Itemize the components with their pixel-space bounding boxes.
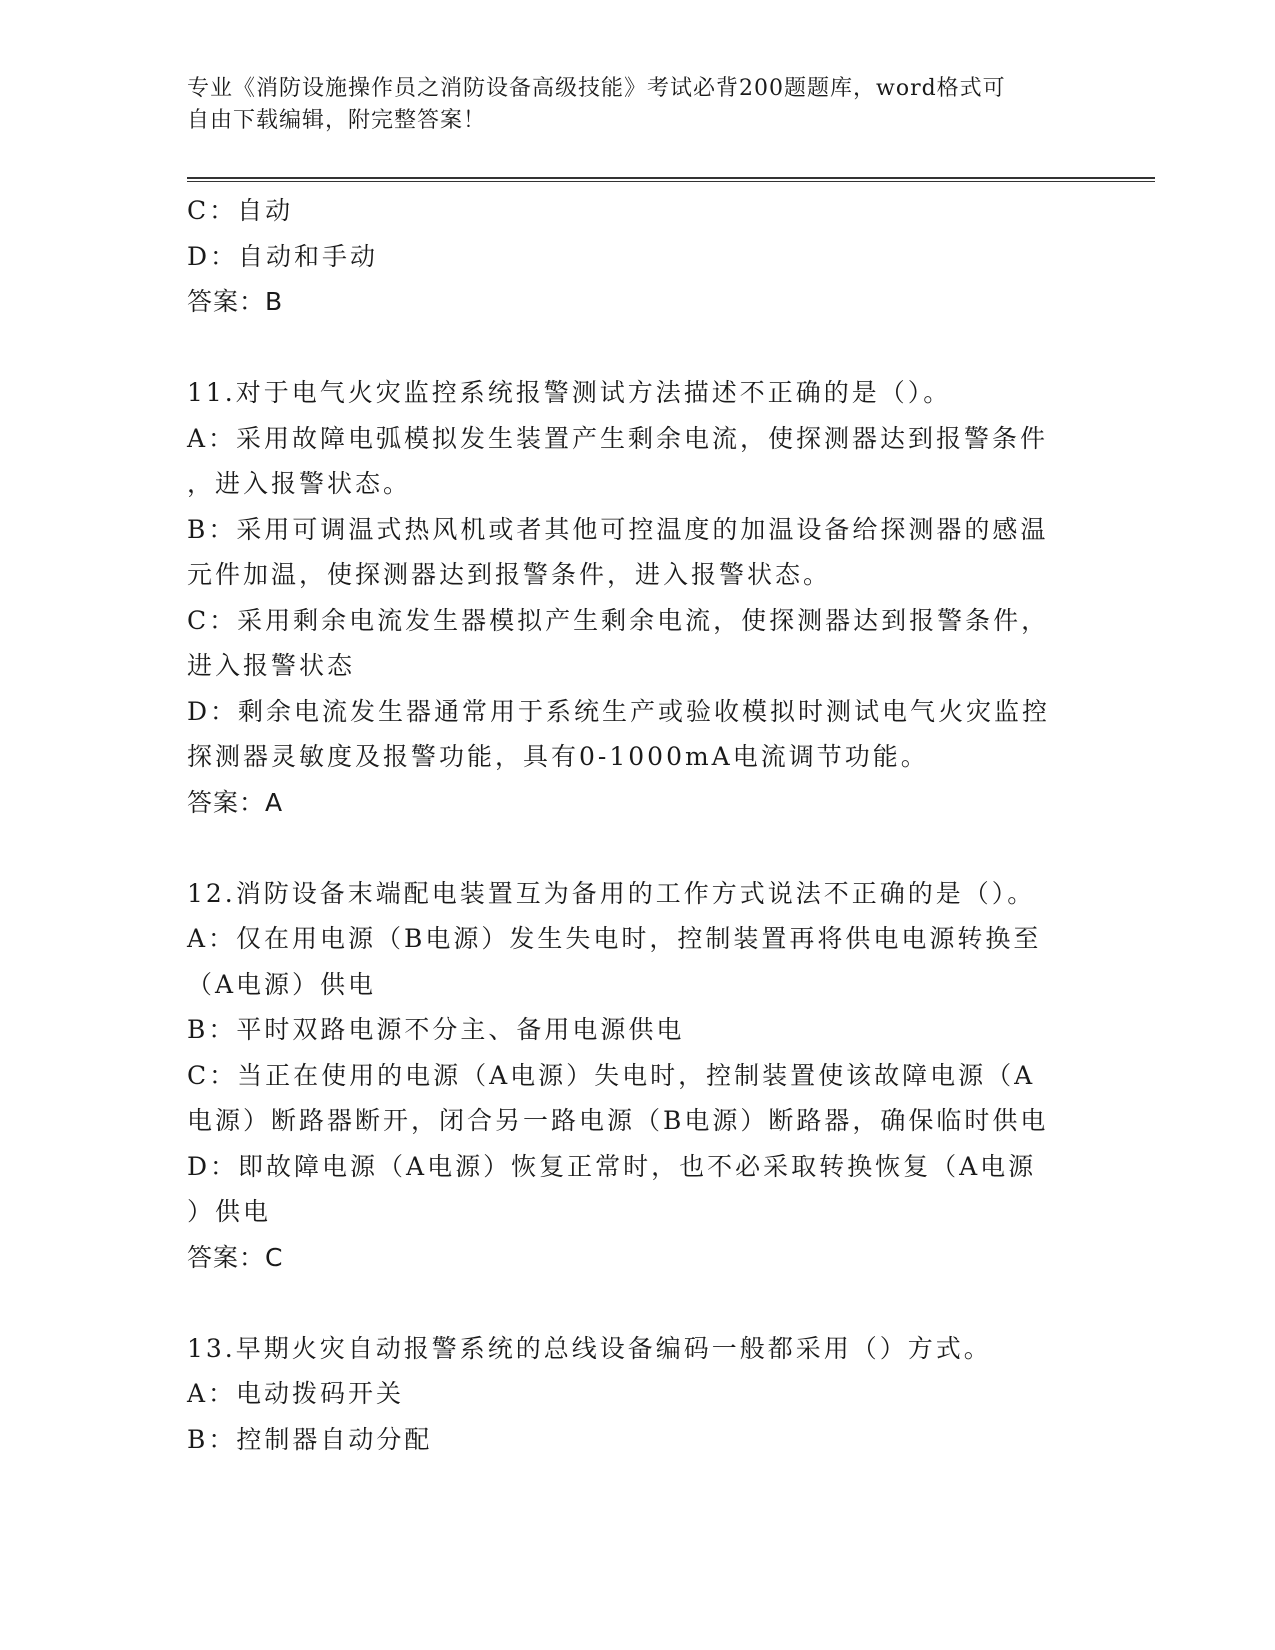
question-13 xyxy=(187,1326,1087,1463)
header-title-line-2: 自由下载编辑，附完整答案！ xyxy=(187,108,487,133)
option-c: C：采用剩余电流发生器模拟产生剩余电流，使探测器达到报警条件， xyxy=(187,605,1050,635)
question-stem: 13.早期火灾自动报警系统的总线设备编码一般都采用（）方式。 xyxy=(187,1333,992,1363)
question-stem: 11.对于电气火灾监控系统报警测试方法描述不正确的是（）。 xyxy=(187,378,952,407)
option-a: A：仅在用电源（B电源）发生失电时，控制装置再将供电电源转换至 xyxy=(187,924,1042,953)
option-a: A：电动拨码开关 xyxy=(187,1379,405,1408)
option-d: D：自动和手动 xyxy=(187,241,379,271)
option-b: B：平时双路电源不分主、备用电源供电 xyxy=(187,1015,685,1044)
header-title-line-1: 专业《消防设施操作员之消防设备高级技能》考试必背200题题库，word格式可 xyxy=(187,76,1006,101)
option-b: B：控制器自动分配 xyxy=(187,1424,433,1454)
option-a: A：采用故障电弧模拟发生装置产生剩余电流，使探测器达到报警条件 xyxy=(187,423,1049,453)
question-11 xyxy=(187,370,1087,825)
answer-line: 答案：B xyxy=(187,287,284,316)
option-a-continued: （A电源）供电 xyxy=(187,969,377,999)
answer-line: 答案：A xyxy=(187,787,284,817)
option-c: C：当正在使用的电源（A电源）失电时，控制装置使该故障电源（A xyxy=(187,1060,1036,1090)
answer-line: 答案：C xyxy=(187,1242,284,1272)
option-b: B：采用可调温式热风机或者其他可控温度的加温设备给探测器的感温 xyxy=(187,514,1049,544)
spacer xyxy=(187,825,1087,871)
option-d-continued: ）供电 xyxy=(187,1197,272,1226)
option-d-continued: 探测器灵敏度及报警功能，具有0-1000mA电流调节功能。 xyxy=(187,742,929,771)
option-c-continued: 电源）断路器断开，闭合另一路电源（B电源）断路器，确保临时供电 xyxy=(187,1106,1049,1135)
question-12 xyxy=(187,871,1087,1281)
option-b-continued: 元件加温，使探测器达到报警条件，进入报警状态。 xyxy=(187,560,832,589)
spacer xyxy=(187,1280,1087,1326)
previous-question-tail xyxy=(187,188,1087,325)
header-divider xyxy=(187,177,1155,182)
option-a-continued: ，进入报警状态。 xyxy=(187,469,412,498)
option-c-continued: 进入报警状态 xyxy=(187,651,356,680)
option-d: D：剩余电流发生器通常用于系统生产或验收模拟时测试电气火灾监控 xyxy=(187,696,1051,726)
page-header xyxy=(187,73,1067,137)
question-content xyxy=(187,188,1087,1462)
option-d: D：即故障电源（A电源）恢复正常时，也不必采取转换恢复（A电源 xyxy=(187,1151,1037,1181)
spacer xyxy=(187,325,1087,371)
question-stem: 12.消防设备末端配电装置互为备用的工作方式说法不正确的是（）。 xyxy=(187,878,1036,908)
option-c: C：自动 xyxy=(187,196,294,225)
